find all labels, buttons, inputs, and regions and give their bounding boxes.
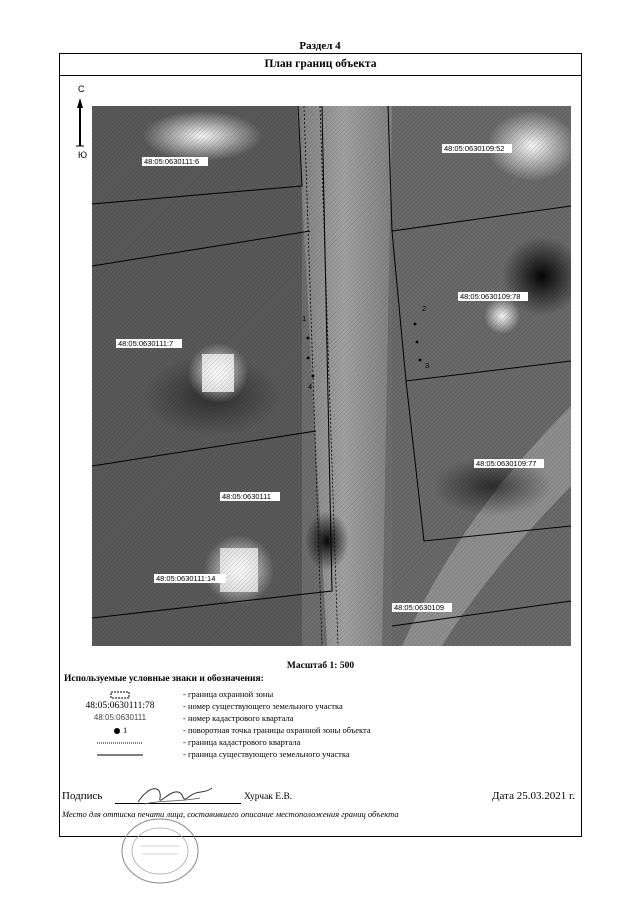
parcel-label: 48:05:0630109:77 [476, 459, 537, 468]
legend-desc: - номер существующего земельного участка [183, 701, 343, 711]
legend-item [60, 736, 581, 748]
quarter-border-symbol [60, 736, 180, 748]
legend-title: Используемые условные знаки и обозначения: [64, 674, 264, 684]
signer-name: Хурчак Е.В. [244, 792, 293, 802]
parcel-label: 48:05:0630109 [394, 603, 445, 612]
map-scale: Масштаб 1: 500 [286, 661, 355, 671]
parcel-label: 48:05:0630111:6 [144, 157, 200, 166]
parcel-number-sample: 48:05:0630111:78 [85, 701, 155, 711]
point-label: 2 [422, 304, 427, 313]
handwritten-signature [130, 780, 220, 810]
dot-icon [113, 727, 121, 735]
section-title: Раздел 4 [299, 40, 341, 52]
legend-item [60, 688, 581, 700]
point-label: 4 [308, 382, 313, 391]
parcel-label: 48:05:0630111:14 [156, 574, 216, 583]
turning-point-symbol [60, 724, 180, 736]
north-arrow [65, 84, 93, 164]
point-label: 1 [302, 314, 307, 323]
point-label: 3 [425, 361, 430, 370]
document-date: Дата 25.03.2021 г. [492, 790, 575, 802]
parcel-label: 48:05:0630109:78 [460, 292, 521, 301]
plan-frame [59, 53, 582, 837]
legend-desc: - граница охранной зоны [183, 689, 274, 699]
parcel-label: 48:05:0630111 [222, 492, 271, 501]
legend-desc: - поворотная точка границы охранной зоны объекта [183, 725, 371, 735]
parcel-label: 48:05:0630109:52 [444, 144, 505, 153]
turning-point-sample: 1 [122, 725, 128, 735]
compass-north-label: С [78, 84, 85, 94]
legend-item [60, 724, 581, 736]
legend-desc: - граница существующего земельного участка [183, 749, 350, 759]
legend-item [60, 700, 581, 712]
legend-item [60, 748, 581, 760]
legend-item [60, 712, 581, 724]
parcel-border-symbol [60, 748, 180, 760]
legend-desc: - номер кадастрового квартала [183, 713, 294, 723]
protection-zone-symbol [60, 688, 180, 700]
quarter-number-sample: 48:05:0630111 [93, 713, 147, 722]
compass-south-label: Ю [78, 150, 88, 160]
signature-label: Подпись [62, 790, 103, 802]
stamp-note: Место для оттиска печати лица, составившего описание местоположения границ объекта [62, 809, 399, 819]
seal-stamp [118, 816, 202, 886]
legend-desc: - граница кадастрового квартала [183, 737, 301, 747]
plan-title: План границ объекта [60, 54, 581, 76]
parcel-label: 48:05:0630111:7 [118, 339, 174, 348]
map-image [92, 106, 571, 646]
